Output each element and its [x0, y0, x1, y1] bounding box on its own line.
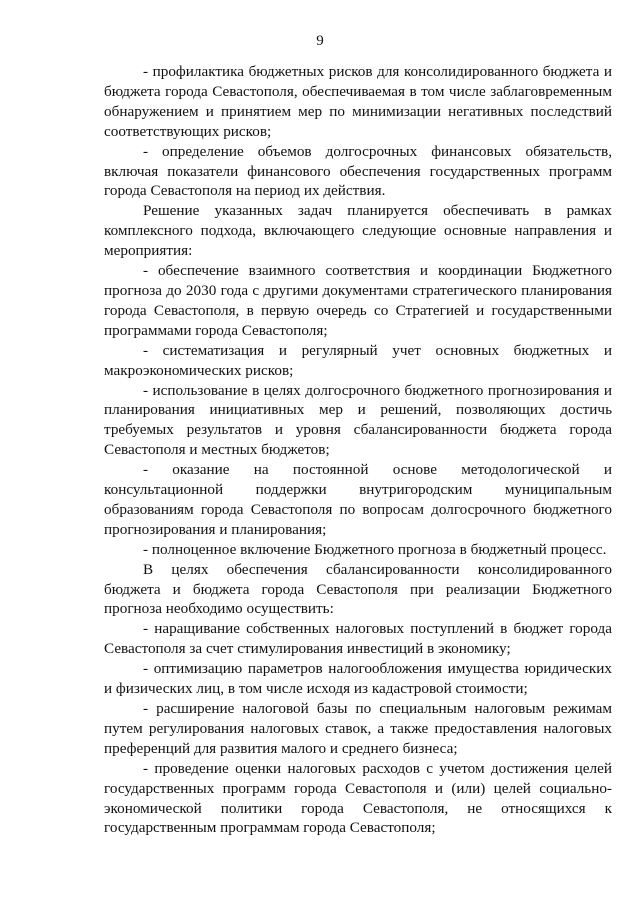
paragraph: Решение указанных задач планируется обеспечивать в рамках комплексного подхода, включающего следующие основные направления и мероприятия:: [104, 202, 612, 260]
paragraph: - полноценное включение Бюджетного прогноза в бюджетный процесс.: [143, 540, 607, 558]
paragraph: - оптимизацию параметров налогообложения имущества юридических и физических лиц, в том числе исходя из кадастровой стоимости;: [104, 660, 612, 698]
paragraph: - оказание на постоянной основе методологической и консультационной поддержки внутригородским муниципальным образованиям города Севастополя по вопросам долгосрочного бюджетного прогнозирования и планирования;: [104, 461, 612, 538]
paragraph: В целях обеспечения сбалансированности консолидированного бюджета и бюджета города Севастополя при реализации Бюджетного прогноза необходимо осуществить:: [104, 560, 612, 618]
paragraph: - расширение налоговой базы по специальным налоговым режимам путем регулирования налоговых ставок, а также предоставления налоговых преференций для развития малого и среднего бизнеса;: [104, 700, 612, 757]
paragraph: - использование в целях долгосрочного бюджетного прогнозирования и планирования инициативных мер и решений, позволяющих достичь требуемых результатов и уровня сбалансированности бюджета города Севастополя и местных бюджетов;: [104, 381, 612, 459]
paragraph: - систематизация и регулярный учет основных бюджетных и макроэкономических рисков;: [104, 341, 612, 379]
page-number: 9: [316, 33, 324, 49]
paragraph: - профилактика бюджетных рисков для консолидированного бюджета и бюджета города Севастополя, обеспечиваемая в том числе заблаговременным обнаружением и принятием мер по минимизации негативных последствий соответствующих рисков;: [104, 63, 612, 140]
paragraph: - определение объемов долгосрочных финансовых обязательств, включая показатели финансового обеспечения государственных программ города Севастополя на период их действия.: [104, 142, 612, 200]
paragraph: - наращивание собственных налоговых поступлений в бюджет города Севастополя за счет стимулирования инвестиций в экономику;: [104, 620, 612, 658]
paragraph: - проведение оценки налоговых расходов с учетом достижения целей государственных программ города Севастополя и (или) целей социально-экономической политики города Севастополя, не относящихся к государственным программам города Севастополя;: [104, 759, 612, 837]
document-body: [104, 62, 612, 838]
paragraph: - обеспечение взаимного соответствия и координации Бюджетного прогноза до 2030 года с другими документами стратегического планирования города Севастополя, в первую очередь со Стратегией и государственными программами города Севастополя;: [104, 262, 612, 339]
